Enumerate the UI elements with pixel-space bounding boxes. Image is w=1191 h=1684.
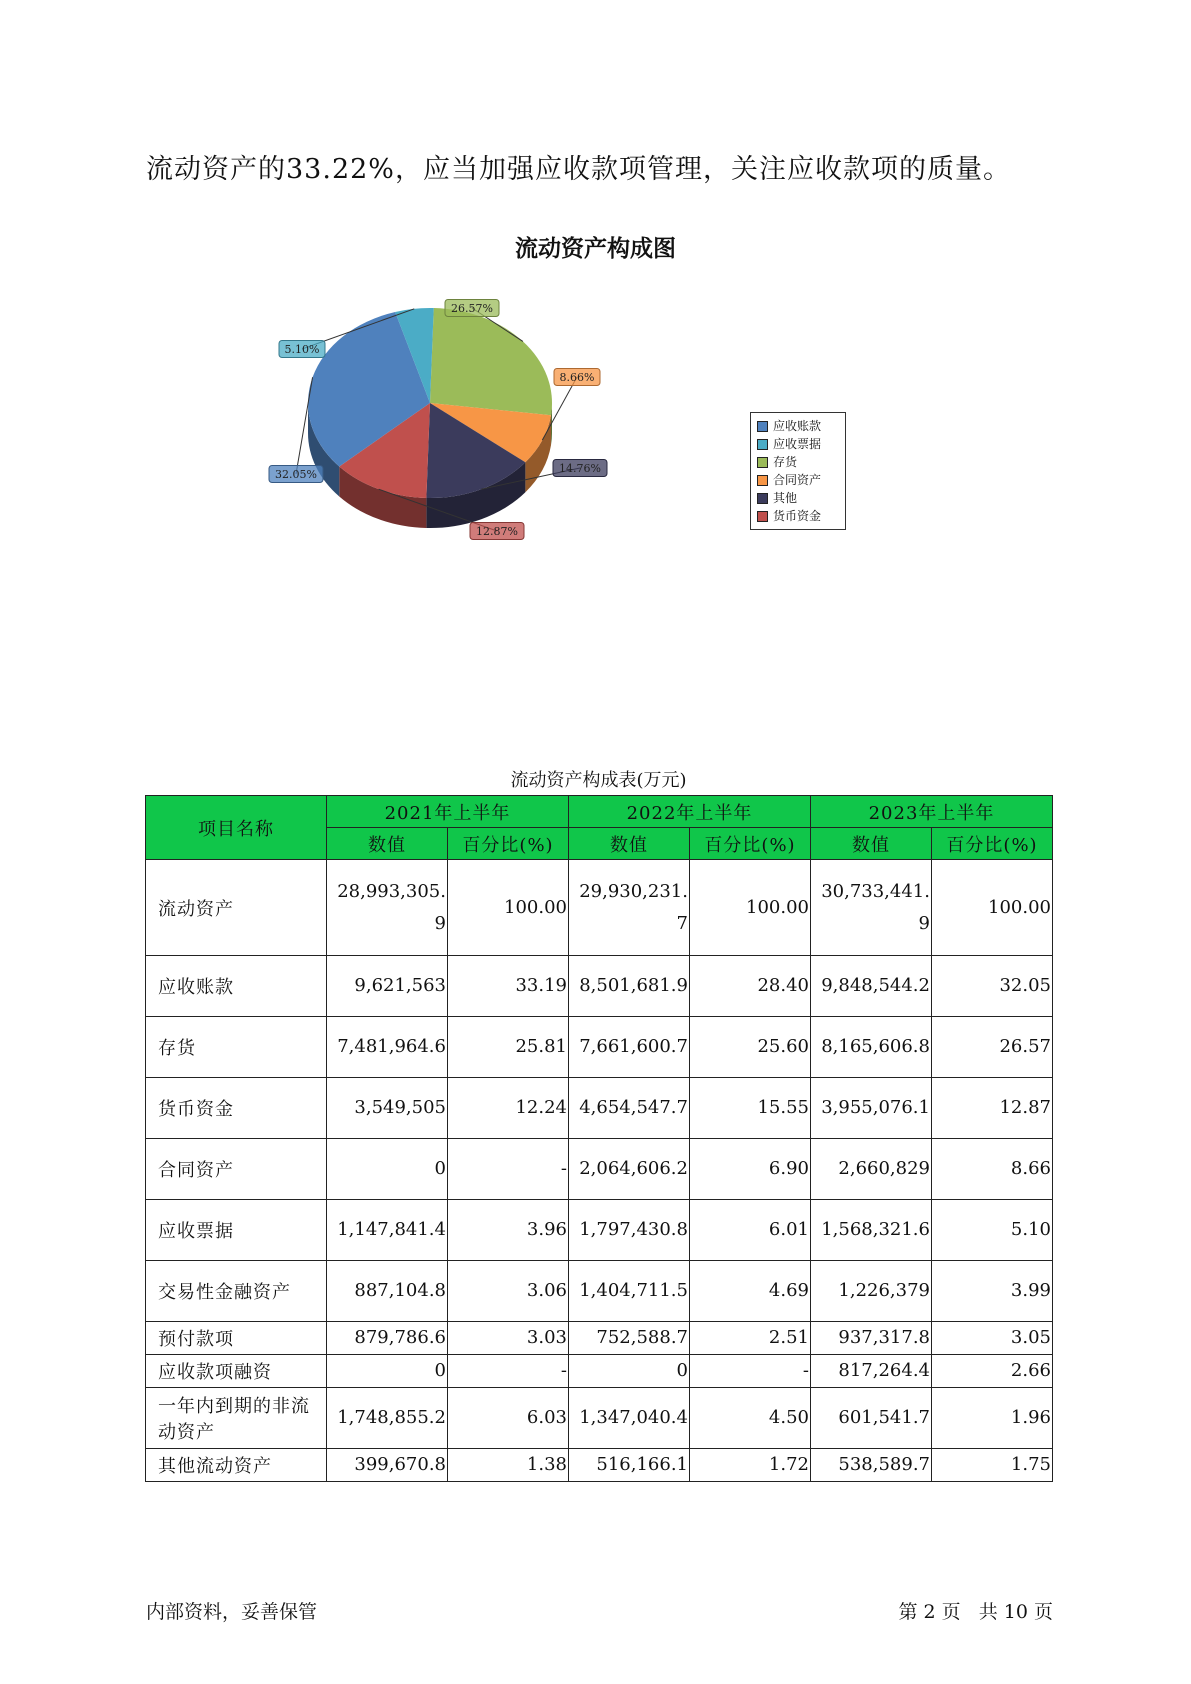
- cell-pct: 26.57: [932, 1017, 1053, 1078]
- data-label: 5.10%: [284, 343, 320, 356]
- cell-pct: 15.55: [690, 1078, 811, 1139]
- cell-value: 2,064,606.2: [569, 1139, 690, 1200]
- table-row: [146, 956, 1053, 1017]
- cell-pct: 12.24: [448, 1078, 569, 1139]
- cell-pct: -: [690, 1355, 811, 1388]
- row-name: 流动资产: [146, 860, 327, 956]
- legend-label: 存货: [773, 455, 798, 469]
- cell-pct: 33.19: [448, 956, 569, 1017]
- row-name: 预付款项: [146, 1322, 327, 1355]
- cell-value: 3,955,076.1: [811, 1078, 932, 1139]
- row-name: 货币资金: [146, 1078, 327, 1139]
- data-label: 12.87%: [476, 525, 518, 538]
- cell-value: 937,317.8: [811, 1322, 932, 1355]
- table-row: [146, 1322, 1053, 1355]
- header-item-name: 项目名称: [146, 796, 327, 860]
- header-period-2021: 2021年上半年: [327, 796, 569, 828]
- cell-value: 1,147,841.4: [327, 1200, 448, 1261]
- cell-pct: 6.01: [690, 1200, 811, 1261]
- chart-legend: [750, 412, 846, 530]
- cell-value: 0: [569, 1355, 690, 1388]
- cell-value: 879,786.6: [327, 1322, 448, 1355]
- legend-label: 合同资产: [773, 473, 822, 487]
- footer-page-number: 第 2 页 共 10 页: [898, 1601, 1053, 1623]
- chart-title: 流动资产构成图: [515, 236, 676, 262]
- cell-pct: 3.96: [448, 1200, 569, 1261]
- cell-value: 7,481,964.6: [327, 1017, 448, 1078]
- cell-pct: 3.05: [932, 1322, 1053, 1355]
- cell-value: 7,661,600.7: [569, 1017, 690, 1078]
- cell-pct: 8.66: [932, 1139, 1053, 1200]
- legend-label: 应收账款: [773, 419, 822, 433]
- data-label: 32.05%: [275, 468, 317, 481]
- cell-pct: 3.06: [448, 1261, 569, 1322]
- row-name: 其他流动资产: [146, 1449, 327, 1482]
- cell-pct: 1.75: [932, 1449, 1053, 1482]
- row-name: 合同资产: [146, 1139, 327, 1200]
- legend-label: 货币资金: [773, 509, 822, 523]
- table-row: [146, 1261, 1053, 1322]
- cell-value: 1,797,430.8: [569, 1200, 690, 1261]
- cell-pct: -: [448, 1139, 569, 1200]
- table-row: [146, 1355, 1053, 1388]
- header-value: 数值: [811, 828, 932, 860]
- cell-pct: 3.03: [448, 1322, 569, 1355]
- cell-value: 516,166.1: [569, 1449, 690, 1482]
- table-row: [146, 1139, 1053, 1200]
- cell-pct: 100.00: [448, 860, 569, 956]
- intro-paragraph: 流动资产的33.22%，应当加强应收款项管理，关注应收款项的质量。: [146, 154, 1011, 185]
- row-name: 应收款项融资: [146, 1355, 327, 1388]
- cell-value: 28,993,305.9: [327, 860, 448, 956]
- row-name: 应收票据: [146, 1200, 327, 1261]
- cell-pct: 1.96: [932, 1388, 1053, 1449]
- data-label: 26.57%: [451, 302, 493, 315]
- cell-value: 29,930,231.7: [569, 860, 690, 956]
- row-name: 交易性金融资产: [146, 1261, 327, 1322]
- cell-value: 752,588.7: [569, 1322, 690, 1355]
- cell-pct: 3.99: [932, 1261, 1053, 1322]
- legend-item: [757, 471, 841, 489]
- legend-label: 其他: [773, 491, 798, 505]
- header-period-2023: 2023年上半年: [811, 796, 1053, 828]
- table-row: [146, 860, 1053, 956]
- cell-value: 1,226,379: [811, 1261, 932, 1322]
- legend-item: [757, 489, 841, 507]
- legend-item: [757, 417, 841, 435]
- cell-value: 2,660,829: [811, 1139, 932, 1200]
- data-label: 8.66%: [559, 371, 595, 384]
- cell-pct: 32.05: [932, 956, 1053, 1017]
- pie-slice: [430, 308, 552, 415]
- header-value: 数值: [569, 828, 690, 860]
- cell-value: 538,589.7: [811, 1449, 932, 1482]
- cell-value: 1,748,855.2: [327, 1388, 448, 1449]
- cell-pct: 2.66: [932, 1355, 1053, 1388]
- legend-item: [757, 435, 841, 453]
- legend-item: [757, 507, 841, 525]
- cell-pct: 25.60: [690, 1017, 811, 1078]
- cell-pct: 1.72: [690, 1449, 811, 1482]
- header-value: 数值: [327, 828, 448, 860]
- cell-value: 601,541.7: [811, 1388, 932, 1449]
- row-name: 应收账款: [146, 956, 327, 1017]
- cell-pct: 4.69: [690, 1261, 811, 1322]
- legend-swatch: [757, 475, 768, 486]
- cell-value: 3,549,505: [327, 1078, 448, 1139]
- table-caption: 流动资产构成表(万元): [510, 770, 687, 791]
- table-row: [146, 1017, 1053, 1078]
- legend-swatch: [757, 421, 768, 432]
- cell-value: 1,568,321.6: [811, 1200, 932, 1261]
- cell-value: 399,670.8: [327, 1449, 448, 1482]
- cell-pct: 5.10: [932, 1200, 1053, 1261]
- legend-swatch: [757, 439, 768, 450]
- cell-value: 1,404,711.5: [569, 1261, 690, 1322]
- cell-pct: -: [448, 1355, 569, 1388]
- cell-pct: 4.50: [690, 1388, 811, 1449]
- header-pct: 百分比(%): [932, 828, 1053, 860]
- cell-pct: 28.40: [690, 956, 811, 1017]
- cell-value: 30,733,441.9: [811, 860, 932, 956]
- legend-swatch: [757, 493, 768, 504]
- table-row: [146, 1078, 1053, 1139]
- cell-value: 887,104.8: [327, 1261, 448, 1322]
- cell-pct: 25.81: [448, 1017, 569, 1078]
- cell-value: 0: [327, 1139, 448, 1200]
- cell-value: 817,264.4: [811, 1355, 932, 1388]
- pie-group: [308, 308, 552, 528]
- cell-value: 0: [327, 1355, 448, 1388]
- cell-pct: 1.38: [448, 1449, 569, 1482]
- cell-value: 4,654,547.7: [569, 1078, 690, 1139]
- header-period-2022: 2022年上半年: [569, 796, 811, 828]
- header-pct: 百分比(%): [448, 828, 569, 860]
- cell-value: 1,347,040.4: [569, 1388, 690, 1449]
- table-row: [146, 1449, 1053, 1482]
- table-row: [146, 1388, 1053, 1449]
- legend-label: 应收票据: [773, 437, 822, 451]
- cell-value: 8,501,681.9: [569, 956, 690, 1017]
- cell-value: 8,165,606.8: [811, 1017, 932, 1078]
- table-row: [146, 1200, 1053, 1261]
- current-assets-table: [145, 795, 1053, 1482]
- cell-pct: 6.03: [448, 1388, 569, 1449]
- row-name: 存货: [146, 1017, 327, 1078]
- cell-pct: 6.90: [690, 1139, 811, 1200]
- cell-pct: 100.00: [932, 860, 1053, 956]
- legend-swatch: [757, 457, 768, 468]
- cell-pct: 100.00: [690, 860, 811, 956]
- cell-value: 9,621,563: [327, 956, 448, 1017]
- data-label: 14.76%: [559, 462, 601, 475]
- cell-pct: 2.51: [690, 1322, 811, 1355]
- cell-value: 9,848,544.2: [811, 956, 932, 1017]
- header-pct: 百分比(%): [690, 828, 811, 860]
- row-name: 一年内到期的非流动资产: [146, 1388, 327, 1449]
- cell-pct: 12.87: [932, 1078, 1053, 1139]
- legend-swatch: [757, 511, 768, 522]
- legend-item: [757, 453, 841, 471]
- footer-confidential: 内部资料，妥善保管: [146, 1601, 318, 1623]
